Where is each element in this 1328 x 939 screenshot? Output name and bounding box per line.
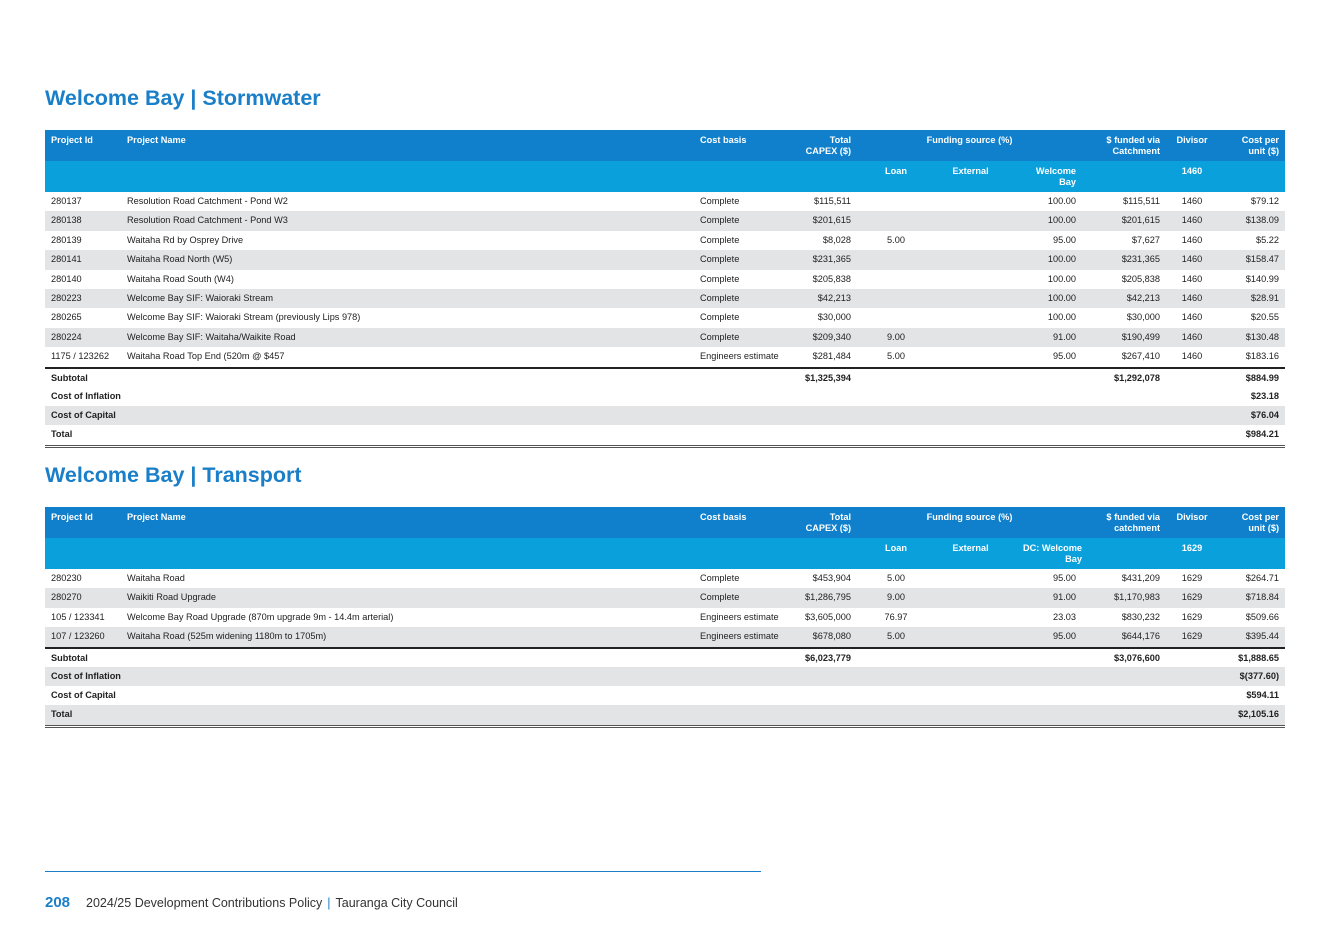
cell-project-name: Waitaha Road Top End (520m @ $457 — [127, 351, 285, 362]
subtotal-capex: $6,023,779 — [788, 648, 857, 667]
cell-funded: $190,499 — [1082, 328, 1166, 347]
cell-cost-per-unit: $395.44 — [1218, 627, 1285, 647]
cell-divisor: 1460 — [1166, 250, 1218, 269]
cell-funded: $267,410 — [1121, 351, 1161, 362]
cell-loan: 5.00 — [887, 573, 905, 583]
col-funded-via: $ funded via catchment — [1082, 507, 1166, 538]
cell-divisor: 1460 — [1181, 196, 1203, 206]
footer-divider — [45, 871, 761, 872]
total-value: $984.21 — [1218, 425, 1285, 446]
cell-loan: 76.97 — [884, 611, 908, 622]
inflation-row — [45, 667, 1285, 686]
cell-cost-basis: Complete — [700, 312, 740, 323]
stormwater-table — [45, 130, 1285, 448]
cell-external — [935, 250, 1006, 269]
capital-value: $76.04 — [1218, 406, 1285, 425]
cell-external — [935, 569, 1006, 588]
cell-divisor: 1460 — [1166, 211, 1218, 230]
col-divisor: Divisor — [1166, 130, 1218, 161]
total-row — [45, 705, 1285, 726]
cell-external — [935, 211, 1006, 230]
cell-loan — [857, 308, 935, 327]
cell-catchment-pct: 100.00 — [1047, 273, 1077, 284]
inflation-row — [45, 387, 1285, 406]
cell-loan: 5.00 — [887, 234, 905, 245]
cell-cost-per-unit: $509.66 — [1245, 611, 1280, 622]
cell-divisor: 1460 — [1181, 234, 1203, 245]
cell-funded: $42,213 — [1082, 289, 1166, 308]
col-divisor: Divisor — [1166, 507, 1218, 538]
cell-project-name: Waitaha Road South (W4) — [127, 273, 234, 284]
subtotal-funded: $3,076,600 — [1082, 648, 1166, 667]
cell-divisor: 1460 — [1181, 312, 1203, 323]
transport-table — [45, 507, 1285, 728]
subcol-external: External — [935, 538, 1006, 569]
cell-external — [935, 588, 1006, 607]
cell-project-id: 280140 — [51, 273, 82, 284]
subcol-catchment: Welcome Bay — [1006, 161, 1082, 192]
cell-catchment-pct: 95.00 — [1053, 351, 1077, 362]
cell-divisor: 1460 — [1166, 289, 1218, 308]
subcol-divisor: 1460 — [1166, 161, 1218, 192]
cell-project-name: Waitaha Road (525m widening 1180m to 1705m) — [121, 627, 694, 647]
cell-divisor: 1460 — [1181, 351, 1203, 362]
table-row — [45, 569, 1285, 588]
cell-cost-basis: Complete — [700, 573, 740, 583]
cell-project-id: 107 / 123260 — [45, 627, 121, 647]
cell-loan — [857, 192, 935, 211]
cell-project-id: 105 / 123341 — [51, 611, 105, 622]
cell-external — [935, 627, 1006, 647]
cell-total-capex: $8,028 — [822, 234, 851, 245]
cell-project-name: Waitaha Rd by Osprey Drive — [127, 234, 244, 245]
cell-project-name: Welcome Bay Road Upgrade (870m upgrade 9m - 14.4m arterial) — [127, 611, 394, 622]
cell-total-capex: $201,615 — [788, 211, 857, 230]
cell-catchment-pct: 100.00 — [1047, 196, 1077, 206]
cell-cost-basis: Complete — [694, 328, 788, 347]
total-label: Total — [45, 705, 788, 726]
total-label: Total — [45, 425, 788, 446]
cell-project-id: 280265 — [51, 312, 82, 323]
subcol-divisor: 1629 — [1166, 538, 1218, 569]
col-cost-per-unit: Cost per unit ($) — [1218, 130, 1285, 161]
table-row — [45, 250, 1285, 269]
document-title: 2024/25 Development Contributions Policy — [86, 896, 323, 910]
cell-project-name: Waikiti Road Upgrade — [121, 588, 694, 607]
cell-external — [935, 308, 1006, 327]
subheader-row — [45, 538, 1285, 569]
cell-external — [935, 347, 1006, 367]
subtotal-capex: $1,325,394 — [788, 368, 857, 387]
cell-external — [935, 608, 1006, 627]
cell-catchment-pct: 100.00 — [1006, 250, 1082, 269]
cell-funded: $1,170,983 — [1082, 588, 1166, 607]
cell-total-capex: $453,904 — [812, 573, 851, 583]
cell-total-capex: $30,000 — [817, 312, 851, 323]
table-row — [45, 192, 1285, 211]
cell-catchment-pct: 95.00 — [1053, 234, 1077, 245]
cell-catchment-pct: 100.00 — [1047, 312, 1077, 323]
table-row — [45, 588, 1285, 607]
cell-cost-per-unit: $264.71 — [1245, 573, 1280, 583]
subcol-catchment: DC: Welcome Bay — [1006, 538, 1082, 569]
cell-cost-basis: Complete — [694, 289, 788, 308]
cell-cost-per-unit: $20.55 — [1250, 312, 1280, 323]
table-row — [45, 211, 1285, 230]
footer-separator: | — [327, 896, 331, 910]
subtotal-funded: $1,292,078 — [1082, 368, 1166, 387]
cell-cost-basis: Complete — [700, 273, 740, 284]
cell-funded: $205,838 — [1121, 273, 1161, 284]
page-number: 208 — [45, 894, 71, 911]
cell-funded: $231,365 — [1082, 250, 1166, 269]
cell-funded: $201,615 — [1082, 211, 1166, 230]
cell-funded: $644,176 — [1082, 627, 1166, 647]
cell-catchment-pct: 23.03 — [1053, 611, 1077, 622]
table-row — [45, 608, 1285, 627]
cell-total-capex: $205,838 — [812, 273, 851, 284]
cell-loan — [857, 270, 935, 289]
table-row — [45, 289, 1285, 308]
col-project-id: Project Id — [45, 130, 121, 161]
cell-total-capex: $281,484 — [812, 351, 851, 362]
cell-cost-per-unit: $28.91 — [1218, 289, 1285, 308]
cell-project-name: Resolution Road Catchment - Pond W3 — [121, 211, 694, 230]
cell-catchment-pct: 95.00 — [1053, 573, 1077, 583]
table-row — [45, 231, 1285, 250]
cell-divisor: 1460 — [1166, 328, 1218, 347]
capital-row — [45, 686, 1285, 705]
cell-funded: $115,511 — [1123, 196, 1161, 206]
cell-external — [935, 289, 1006, 308]
cell-cost-basis: Complete — [694, 250, 788, 269]
cell-catchment-pct: 91.00 — [1006, 588, 1082, 607]
organisation-name: Tauranga City Council — [335, 896, 458, 910]
cell-cost-basis: Complete — [694, 588, 788, 607]
cell-cost-per-unit: $130.48 — [1218, 328, 1285, 347]
col-cost-basis: Cost basis — [694, 507, 788, 538]
col-funded-via: $ funded via Catchment — [1082, 130, 1166, 161]
table-body — [45, 192, 1285, 368]
cell-total-capex: $678,080 — [788, 627, 857, 647]
table-row — [45, 328, 1285, 347]
cell-project-id: 280138 — [45, 211, 121, 230]
cell-divisor: 1460 — [1181, 273, 1203, 284]
cell-project-id: 280230 — [51, 573, 82, 583]
cell-project-name: Welcome Bay SIF: Waioraki Stream — [121, 289, 694, 308]
cell-cost-basis: Complete — [694, 211, 788, 230]
col-total-capex: Total CAPEX ($) — [788, 130, 857, 161]
subtotal-row — [45, 648, 1285, 667]
cell-loan: 9.00 — [857, 588, 935, 607]
cell-funded: $7,627 — [1131, 234, 1161, 245]
cell-cost-per-unit: $5.22 — [1256, 234, 1280, 245]
inflation-value: $23.18 — [1250, 390, 1280, 401]
subtotal-cost-per-unit: $884.99 — [1218, 368, 1285, 387]
cell-catchment-pct: 95.00 — [1006, 627, 1082, 647]
cell-project-id: 280137 — [51, 196, 82, 206]
col-cost-basis: Cost basis — [694, 130, 788, 161]
stormwater-section — [45, 84, 1285, 440]
cell-external — [935, 328, 1006, 347]
cell-divisor: 1629 — [1181, 573, 1203, 583]
subtotal-cost-per-unit: $1,888.65 — [1218, 648, 1285, 667]
subtotal-row — [45, 368, 1285, 387]
cell-catchment-pct: 100.00 — [1006, 289, 1082, 308]
cell-cost-basis: Complete — [700, 196, 740, 206]
cell-funded: $30,000 — [1126, 312, 1161, 323]
subheader-row — [45, 161, 1285, 192]
cell-catchment-pct: 100.00 — [1006, 211, 1082, 230]
capital-label: Cost of Capital — [45, 406, 788, 425]
header-row — [45, 507, 1285, 538]
inflation-label: Cost of Inflation — [51, 390, 121, 401]
col-funding-source: Funding source (%) — [857, 130, 1082, 161]
subtotal-label: Subtotal — [45, 648, 788, 667]
cell-loan — [857, 289, 935, 308]
cell-loan: 9.00 — [857, 328, 935, 347]
subtotal-label: Subtotal — [45, 368, 788, 387]
cell-total-capex: $209,340 — [788, 328, 857, 347]
cell-project-name: Waitaha Road North (W5) — [121, 250, 694, 269]
subcol-loan: Loan — [857, 161, 935, 192]
cell-project-id: 280139 — [51, 234, 82, 245]
cell-project-name: Welcome Bay SIF: Waioraki Stream (previously Lips 978) — [127, 312, 361, 323]
col-project-name: Project Name — [121, 130, 694, 161]
capital-label: Cost of Capital — [51, 690, 116, 701]
total-value: $2,105.16 — [1218, 705, 1285, 726]
cell-cost-per-unit: $138.09 — [1218, 211, 1285, 230]
cell-cost-basis: Engineers estimate — [700, 611, 779, 622]
cell-divisor: 1629 — [1181, 611, 1203, 622]
cell-external — [935, 231, 1006, 250]
cell-cost-per-unit: $718.84 — [1218, 588, 1285, 607]
header-row — [45, 130, 1285, 161]
col-funding-source: Funding source (%) — [857, 507, 1082, 538]
table-row — [45, 308, 1285, 327]
total-row — [45, 425, 1285, 446]
cell-total-capex: $1,286,795 — [788, 588, 857, 607]
section-title: Welcome Bay | Stormwater — [45, 86, 321, 110]
cell-divisor: 1629 — [1166, 627, 1218, 647]
cell-total-capex: $115,511 — [814, 196, 851, 206]
transport-section — [45, 461, 1285, 720]
table-row — [45, 270, 1285, 289]
cell-cost-basis: Engineers estimate — [700, 351, 779, 362]
table-row — [45, 347, 1285, 367]
cell-total-capex: $231,365 — [788, 250, 857, 269]
table-row — [45, 627, 1285, 647]
col-project-id: Project Id — [45, 507, 121, 538]
subcol-external: External — [935, 161, 1006, 192]
cell-funded: $830,232 — [1121, 611, 1161, 622]
capital-row — [45, 406, 1285, 425]
cell-cost-per-unit: $79.12 — [1250, 196, 1280, 206]
cell-project-name: Waitaha Road — [127, 573, 185, 583]
capital-value: $594.11 — [1246, 690, 1280, 701]
subcol-loan: Loan — [857, 538, 935, 569]
cell-catchment-pct: 91.00 — [1006, 328, 1082, 347]
cell-total-capex: $3,605,000 — [805, 611, 851, 622]
cell-cost-per-unit: $158.47 — [1218, 250, 1285, 269]
cell-funded: $431,209 — [1121, 573, 1161, 583]
cell-cost-basis: Complete — [700, 234, 740, 245]
cell-loan: 5.00 — [857, 627, 935, 647]
cell-project-id: 280223 — [45, 289, 121, 308]
cell-divisor: 1629 — [1166, 588, 1218, 607]
cell-total-capex: $42,213 — [788, 289, 857, 308]
table-body — [45, 569, 1285, 648]
cell-project-id: 280270 — [45, 588, 121, 607]
cell-external — [935, 270, 1006, 289]
cell-project-id: 280141 — [45, 250, 121, 269]
cell-project-id: 1175 / 123262 — [51, 351, 110, 362]
page-footer — [45, 894, 458, 911]
cell-project-name: Welcome Bay SIF: Waitaha/Waikite Road — [121, 328, 694, 347]
cell-project-id: 280224 — [45, 328, 121, 347]
cell-project-name: Resolution Road Catchment - Pond W2 — [127, 196, 288, 206]
inflation-value: $(377.60) — [1218, 667, 1285, 686]
inflation-label: Cost of Inflation — [45, 667, 788, 686]
cell-cost-per-unit: $183.16 — [1245, 351, 1280, 362]
cell-cost-basis: Engineers estimate — [694, 627, 788, 647]
col-project-name: Project Name — [121, 507, 694, 538]
col-cost-per-unit: Cost per unit ($) — [1218, 507, 1285, 538]
cell-external — [935, 192, 1006, 211]
cell-loan: 5.00 — [887, 351, 905, 362]
col-total-capex: Total CAPEX ($) — [788, 507, 857, 538]
section-title: Welcome Bay | Transport — [45, 463, 302, 487]
cell-loan — [857, 211, 935, 230]
cell-cost-per-unit: $140.99 — [1245, 273, 1280, 284]
cell-loan — [857, 250, 935, 269]
